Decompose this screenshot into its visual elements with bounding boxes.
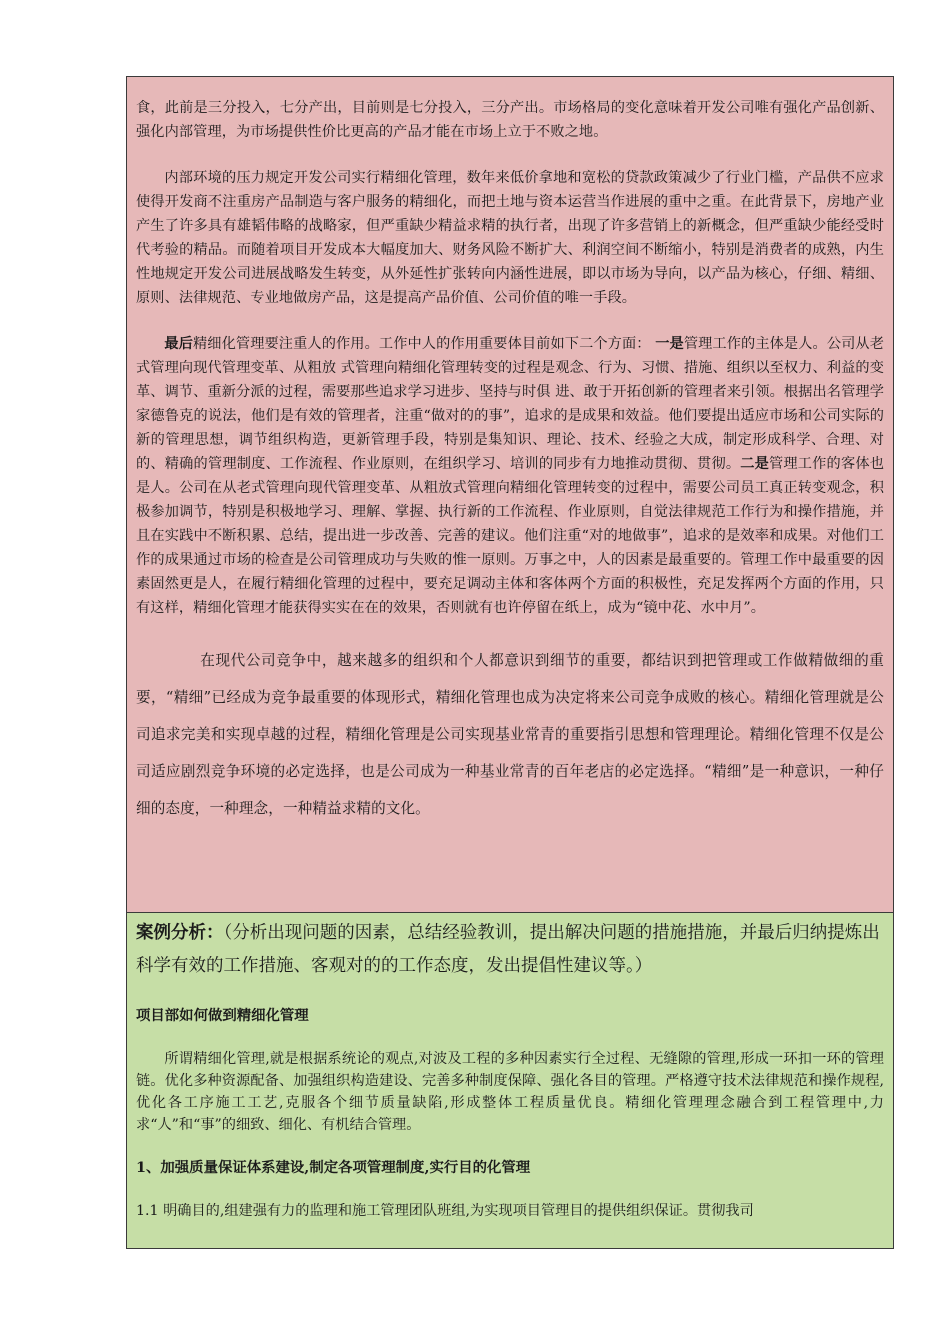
- heading-quality-system: 1、加强质量保证体系建设,制定各项管理制度,实行目的化管理: [136, 1159, 531, 1176]
- paragraph-fine-management: 所谓精细化管理,就是根据系统论的观点,对波及工程的多种因素实行全过程、无缝隙的管理,形成一环扣一环的管理链。优化多种资源配备、加强组织构造建设、完善多种制度保障、强化各目的管理。严格遵守技术法律规范和操作规程,优化各工序施工工艺,克服各个细节质量缺陷,形成整体工程质量优良。精细化管理理念融合到工程管理中,力求“人”和“事”的细致、细化、有机结合管理。: [136, 1051, 884, 1133]
- content-table: [126, 76, 894, 1249]
- case-analysis: [136, 917, 884, 983]
- people-role-intro: 精细化管理要注重人的作用。工作中人的作用重要体目前如下二个方面：: [193, 336, 651, 352]
- case-analysis-label: 案例分析：: [136, 923, 224, 943]
- emphasis-second: 二是: [740, 456, 770, 472]
- paragraph-people-role: [136, 332, 884, 620]
- paragraph-internal-environment: 内部环境的压力规定开发公司实行精细化管理，数年来低价拿地和宽松的贷款政策减少了行业门槛，产品供不应求使得开发商不注重房产品制造与客户服务的精细化，而把土地与资本运营当作进展的重中之重。在此背景下，房地产业产生了许多具有雄韬伟略的战略家，但严重缺少精益求精的执行者，出现了许多营销上的新概念，但严重缺少能经受时代考验的精品。而随着项目开发成本大幅度加大、财务风险不断扩大、利润空间不断缩小，特别是消费者的成熟，内生性地规定开发公司进展战略发生转变，从外延性扩张转向内涵性进展，即以市场为导向，以产品为核心，仔细、精细、原则、法律规范、专业地做房产品，这是提高产品价值、公司价值的唯一手段。: [136, 170, 884, 306]
- people-role-object: 管理工作的客体也是人。公司在从老式管理向现代管理变革、从粗放式管理向精细化管理转变的过程中，需要公司员工真正转变观念，积极参加调节，特别是积极地学习、理解、掌握、执行新的工作流程、作业原则，自觉法律规范工作行为和操作措施，并且在实践中不断积累、总结，提出进一步改善、完善的建议。他们注重“对的地做事”，追求的是效率和成果。对他们工作的成果通过市场的检查是公司管理成功与失败的惟一原则。万事之中，人的因素是最重要的。管理工作中最重要的因素固然更是人，在履行精细化管理的过程中，要充足调动主体和客体两个方面的积极性，充足发挥两个方面的作用，只有这样，精细化管理才能获得实实在在的效果，否则就有也许停留在纸上，成为“镜中花、水中月”。: [136, 456, 885, 616]
- case-analysis-text: （分析出现问题的因素，总结经验教训，提出解决问题的措施措施，并最后归纳提炼出科学有效的工作措施、客观对的的工作态度，发出提倡性建议等。）: [136, 923, 880, 976]
- green-section: [127, 913, 893, 1249]
- paragraph-competition: 在现代公司竞争中，越来越多的组织和个人都意识到细节的重要，都结识到把管理或工作做精做细的重要，“精细”已经成为竞争最重要的体现形式，精细化管理也成为决定将来公司竞争成败的核心。精细化管理就是公司追求完美和实现卓越的过程，精细化管理是公司实现基业常青的重要指引思想和管理理论。精细化管理不仅是公司适应剧烈竞争环境的必定选择，也是公司成为一种基业常青的百年老店的必定选择。“精细”是一种意识，一种仔细的态度，一种理念，一种精益求精的文化。: [136, 652, 884, 817]
- emphasis-finally: 最后: [164, 336, 193, 352]
- emphasis-first: 一是: [655, 336, 684, 352]
- paragraph-market: 食，此前是三分投入，七分产出，目前则是七分投入，三分产出。市场格局的变化意味着开发公司唯有强化产品创新、强化内部管理，为市场提供性价比更高的产品才能在市场上立于不败之地。: [136, 100, 884, 140]
- people-role-subject: 管理工作的主体是人。公司从老式管理向现代管理变革、从粗放 式管理向精细化管理转变的过程是观念、行为、习惯、措施、组织以至权力、利益的变革、调节、重新分派的过程，需要那些追求学习进步、坚持与时俱 进、敢于开拓创新的管理者来引领。根据出名管理学家德鲁克的说法，他们是有效的管理者，注重“做对的的事”，追求的是成果和效益。他们要提出适应市场和公司实际的新的管理思想，调节组织构造，更新管理手段，特别是集知识、理论、技术、经验之大成，制定形成科学、合理、对的、精确的管理制度、工作流程、作业原则，在组织学习、培训的同步有力地推动贯彻、贯彻。: [136, 336, 885, 472]
- pink-section: [127, 77, 893, 913]
- paragraph-clear-goals: 1.1 明确目的,组建强有力的监理和施工管理团队班组,为实现项目管理目的提供组织保证。贯彻我司: [136, 1203, 754, 1219]
- heading-project-management: 项目部如何做到精细化管理: [136, 1007, 309, 1024]
